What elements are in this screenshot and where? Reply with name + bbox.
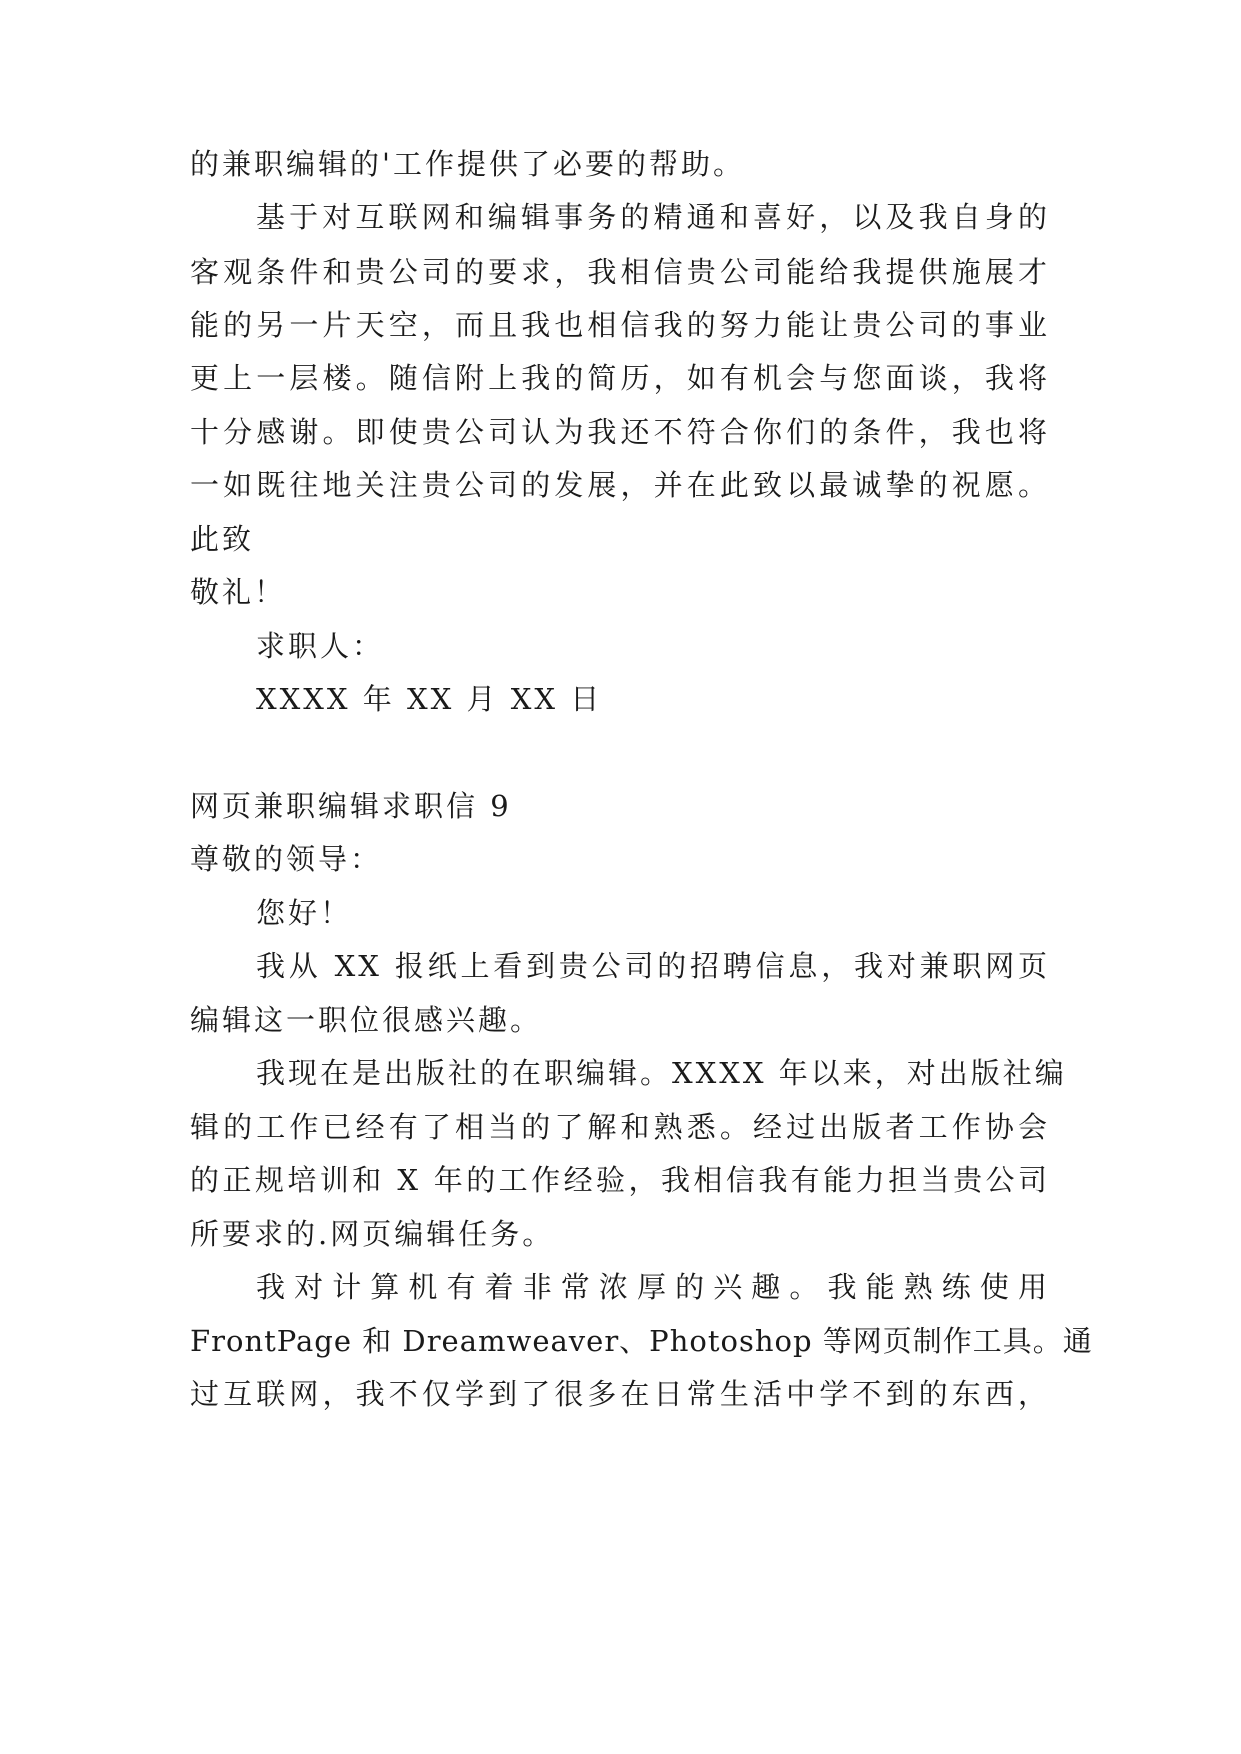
signer-label: 求职人： <box>256 629 385 663</box>
letter-title: 网页兼职编辑求职信 9 <box>190 789 512 823</box>
text-line: 的兼职编辑的'工作提供了必要的帮助。 <box>190 147 745 181</box>
text-line: 编辑这一职位很感兴趣。 <box>190 1003 543 1037</box>
text-line: 的正规培训和 X 年的工作经验，我相信我有能力担当贵公司 <box>190 1163 1050 1197</box>
text-line: 能的另一片天空，而且我也相信我的努力能让贵公司的事业 <box>190 308 1050 342</box>
closing-line: 此致 <box>190 522 255 556</box>
salutation: 尊敬的领导： <box>190 842 383 876</box>
text-line: 所要求的.网页编辑任务。 <box>190 1217 555 1251</box>
date-line: XXXX 年 XX 月 XX 日 <box>256 682 603 716</box>
text-line: 我现在是出版社的在职编辑。XXXX 年以来，对出版社编 <box>256 1056 1067 1090</box>
text-line: 十分感谢。即使贵公司认为我还不符合你们的条件，我也将 <box>190 415 1050 449</box>
text-line: 我从 XX 报纸上看到贵公司的招聘信息，我对兼职网页 <box>256 949 1050 983</box>
greeting: 您好！ <box>256 896 353 930</box>
text-line: 更上一层楼。随信附上我的简历，如有机会与您面谈，我将 <box>190 361 1050 395</box>
text-line: 辑的工作已经有了相当的了解和熟悉。经过出版者工作协会 <box>190 1110 1050 1144</box>
text-line: 基于对互联网和编辑事务的精通和喜好，以及我自身的 <box>256 200 1050 234</box>
text-line: 过互联网，我不仅学到了很多在日常生活中学不到的东西， <box>190 1377 1050 1411</box>
closing-line: 敬礼！ <box>190 575 287 609</box>
text-line: FrontPage 和 Dreamweaver、Photoshop 等网页制作工具。通 <box>190 1324 1093 1358</box>
text-line: 我对计算机有着非常浓厚的兴趣。我能熟练使用 <box>256 1270 1050 1304</box>
text-line: 客观条件和贵公司的要求，我相信贵公司能给我提供施展才 <box>190 255 1050 289</box>
text-line: 一如既往地关注贵公司的发展，并在此致以最诚挚的祝愿。 <box>190 468 1050 502</box>
